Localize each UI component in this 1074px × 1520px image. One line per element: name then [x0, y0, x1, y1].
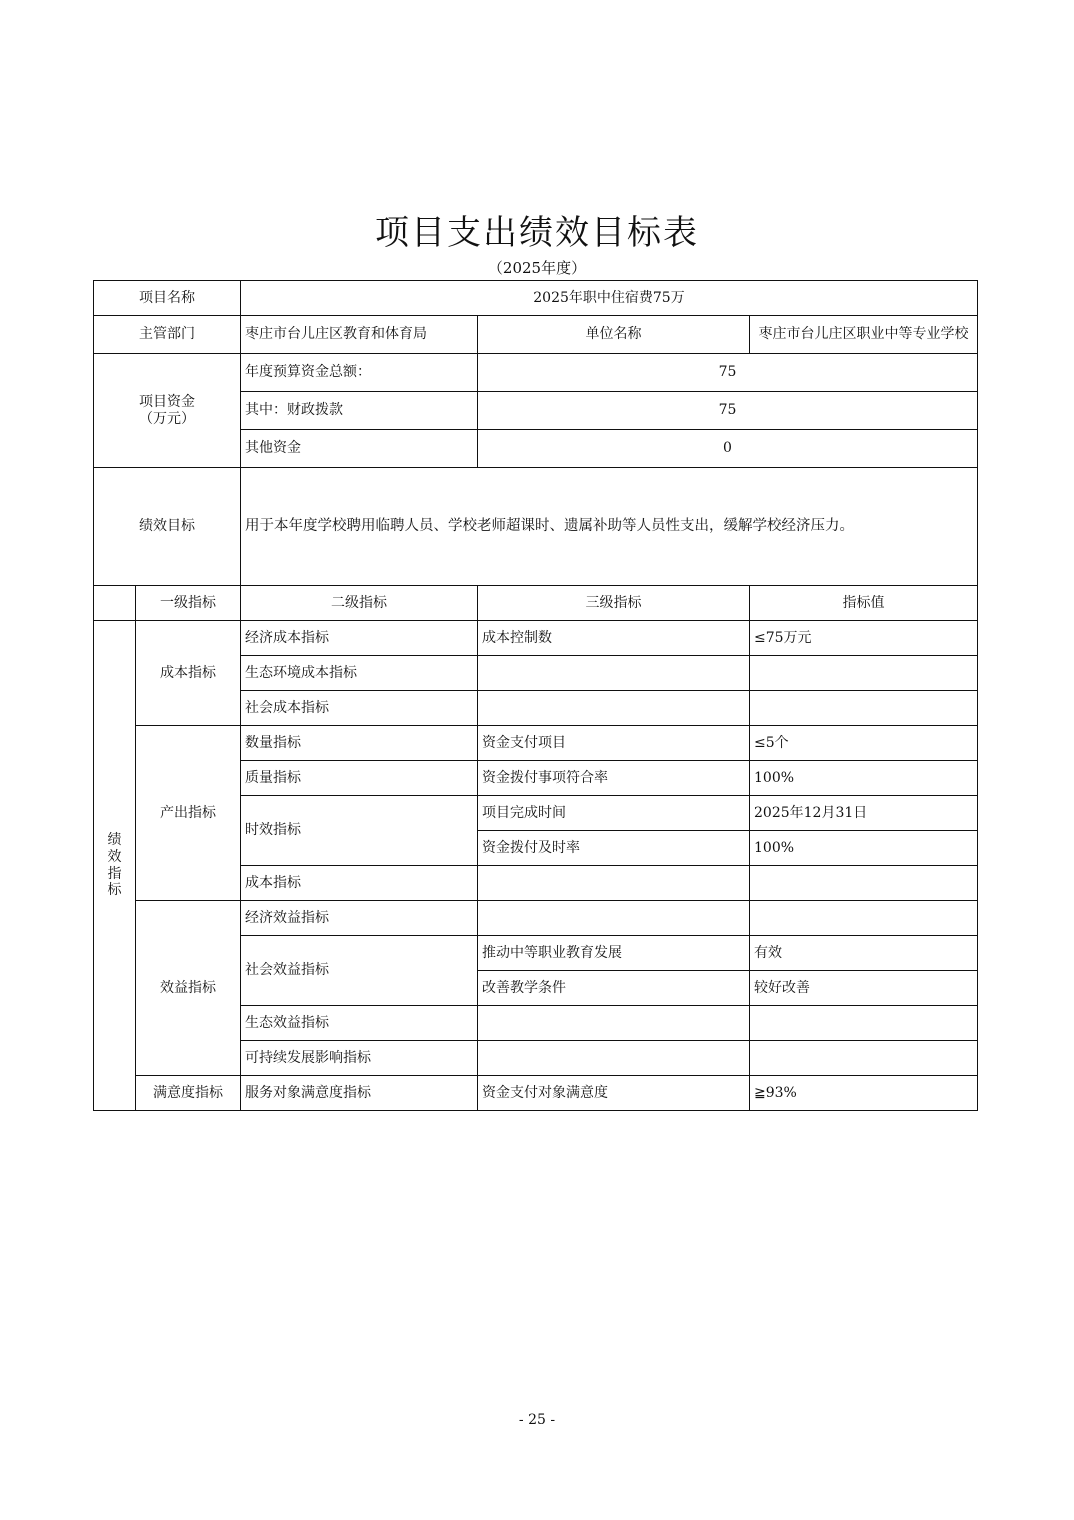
value-cell — [750, 866, 978, 901]
satisfaction-indicator-label: 满意度指标 — [136, 1076, 241, 1111]
l2-cell: 生态效益指标 — [241, 1006, 478, 1041]
funds-label — [94, 354, 241, 468]
header-value: 指标值 — [750, 586, 978, 621]
value-cell: 有效 — [750, 936, 978, 971]
l3-cell — [478, 1041, 750, 1076]
page-subtitle: （2025年度） — [487, 259, 587, 277]
row-dept — [94, 316, 978, 354]
dept-value: 枣庄市台儿庄区教育和体育局 — [241, 316, 478, 354]
other-label: 其他资金 — [241, 430, 478, 468]
l2-cell: 数量指标 — [241, 726, 478, 761]
l3-cell: 资金拨付及时率 — [478, 831, 750, 866]
benefit-indicator-label: 效益指标 — [136, 901, 241, 1076]
value-cell — [750, 1006, 978, 1041]
l3-cell: 资金拨付事项符合率 — [478, 761, 750, 796]
l3-cell: 资金支付对象满意度 — [478, 1076, 750, 1111]
row-total — [94, 354, 978, 392]
table-row — [94, 901, 978, 936]
l2-cell: 成本指标 — [241, 866, 478, 901]
value-cell: ≤75万元 — [750, 621, 978, 656]
value-cell: ≧93% — [750, 1076, 978, 1111]
cost-indicator-label: 成本指标 — [136, 621, 241, 726]
value-cell — [750, 691, 978, 726]
header-blank — [94, 586, 136, 621]
value-cell — [750, 1041, 978, 1076]
l2-cell: 社会成本指标 — [241, 691, 478, 726]
l3-cell: 推动中等职业教育发展 — [478, 936, 750, 971]
page-title: 项目支出绩效目标表 — [375, 213, 699, 253]
total-value: 75 — [478, 354, 978, 392]
l2-cell: 时效指标 — [241, 796, 478, 866]
l2-cell: 服务对象满意度指标 — [241, 1076, 478, 1111]
goal-label: 绩效目标 — [94, 468, 241, 586]
side-char: 标 — [107, 882, 122, 899]
value-cell: ≤5个 — [750, 726, 978, 761]
fiscal-value: 75 — [478, 392, 978, 430]
value-cell: 100% — [750, 761, 978, 796]
l3-cell: 资金支付项目 — [478, 726, 750, 761]
fiscal-label: 其中：财政拨款 — [241, 392, 478, 430]
l2-cell: 社会效益指标 — [241, 936, 478, 1006]
l2-cell: 生态环境成本指标 — [241, 656, 478, 691]
l3-cell — [478, 901, 750, 936]
unit-value: 枣庄市台儿庄区职业中等专业学校 — [750, 316, 978, 354]
project-name-label: 项目名称 — [94, 281, 241, 316]
l3-cell: 改善教学条件 — [478, 971, 750, 1006]
l3-cell — [478, 1006, 750, 1041]
l3-cell — [478, 866, 750, 901]
row-goal — [94, 468, 978, 586]
table-row — [94, 1076, 978, 1111]
value-cell: 100% — [750, 831, 978, 866]
side-char: 效 — [107, 848, 122, 865]
value-cell: 2025年12月31日 — [750, 796, 978, 831]
unit-label: 单位名称 — [478, 316, 750, 354]
l3-cell — [478, 691, 750, 726]
value-cell — [750, 656, 978, 691]
goal-value: 用于本年度学校聘用临聘人员、学校老师超课时、遗属补助等人员性支出，缓解学校经济压力。 — [241, 468, 978, 586]
output-indicator-label: 产出指标 — [136, 726, 241, 901]
l3-cell: 项目完成时间 — [478, 796, 750, 831]
l2-cell: 质量指标 — [241, 761, 478, 796]
l3-cell: 成本控制数 — [478, 621, 750, 656]
l3-cell — [478, 656, 750, 691]
total-label: 年度预算资金总额： — [241, 354, 478, 392]
project-name-value: 2025年职中住宿费75万 — [241, 281, 978, 316]
other-value: 0 — [478, 430, 978, 468]
funds-label-line1: 项目资金 — [139, 393, 195, 410]
l2-cell: 经济成本指标 — [241, 621, 478, 656]
l2-cell: 可持续发展影响指标 — [241, 1041, 478, 1076]
indicators-side-label — [94, 621, 136, 1111]
header-level1: 一级指标 — [136, 586, 241, 621]
header-level3: 三级指标 — [478, 586, 750, 621]
side-char: 绩 — [107, 831, 122, 848]
row-project-name — [94, 281, 978, 316]
value-cell: 较好改善 — [750, 971, 978, 1006]
l2-cell: 经济效益指标 — [241, 901, 478, 936]
side-char: 指 — [107, 865, 122, 882]
header-level2: 二级指标 — [241, 586, 478, 621]
dept-label: 主管部门 — [94, 316, 241, 354]
table-row — [94, 621, 978, 656]
funds-label-line2: （万元） — [139, 410, 195, 427]
value-cell — [750, 901, 978, 936]
table-row — [94, 726, 978, 761]
page-number: - 25 - — [518, 1412, 556, 1428]
row-headers — [94, 586, 978, 621]
performance-table — [93, 280, 978, 1111]
